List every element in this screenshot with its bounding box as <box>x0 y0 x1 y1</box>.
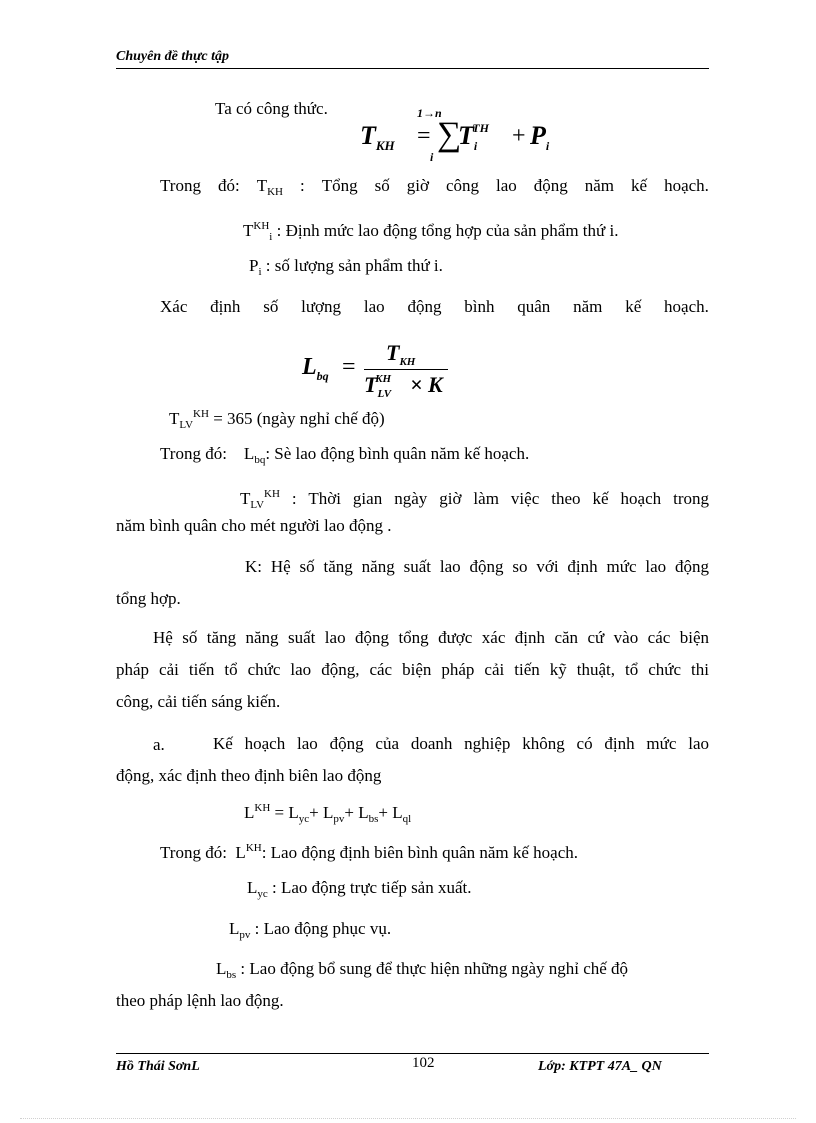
formula-average-labor: $L_{bq}$ = $T_{KH}$ $T_{LV}^{KH}$ × K <box>302 338 462 400</box>
page-bottom-border <box>20 1118 796 1119</box>
paragraph-line-1: Hệ số tăng năng suất lao động tổng được xác định căn cứ vào các biện <box>153 628 709 647</box>
definition-tkh-i: $T^{KH}_i$ : Định mức lao động tổng hợp của sản phẩm thứ i. <box>243 220 619 243</box>
definition-k: K: Hệ số tăng năng suất lao động so với định mức lao động <box>245 557 709 576</box>
page-number: 102 <box>412 1055 435 1071</box>
running-header: Chuyên đề thực tập <box>116 49 230 64</box>
definition-lbq: Trong đó: $L_{bq}$: Sè lao động bình quân năm kế hoạch. <box>160 444 530 466</box>
definition-lpv: $L_{pv}$ : Lao động phục vụ. <box>229 919 392 941</box>
definition-tkh: Trong đó: $T_{KH}$ : Tổng số giờ công lao động năm kế hoạch. <box>160 176 709 198</box>
item-a-line-2: động, xác định theo định biên lao động <box>116 766 382 785</box>
definition-k-cont: tổng hợp. <box>116 589 181 608</box>
definition-lkh: Trong đó: $L^{KH}$: Lao động định biên bình quân năm kế hoạch. <box>160 842 579 862</box>
definition-tlv-cont: năm bình quân cho mét người lao động . <box>116 516 392 535</box>
tlv-value: $T_{LV}^{KH} = 365$ (ngày nghỉ chế độ) <box>169 408 385 431</box>
definition-tlv: $T_{LV}^{KH}$ : Thời gian ngày giờ làm việc theo kế hoạch trong <box>240 488 709 511</box>
average-labor-heading: Xác định số lượng lao động bình quân năm kế hoạch. <box>160 297 709 316</box>
footer-author: Hồ Thái SơnL <box>116 1059 200 1074</box>
definition-lbs-cont: theo pháp lệnh lao động. <box>116 991 284 1010</box>
header-rule <box>116 68 709 69</box>
list-label-a: a. <box>153 735 165 754</box>
footer-class: Lớp: KTPT 47A_ QN <box>538 1059 662 1074</box>
paragraph-line-2: pháp cải tiến tổ chức lao động, các biện pháp cải tiến kỹ thuật, tổ chức thi <box>116 660 709 679</box>
formula-lkh: $L^{KH} = L_{yc}+ L_{pv}+ L_{bs}+ L_{ql}$ <box>244 802 412 825</box>
formula-total-hours: $T_{KH}$ = 1→n ∑ i $T_i^{TH}$ + $P_i$ <box>360 106 550 164</box>
definition-lbs: $L_{bs}$ : Lao động bổ sung để thực hiện những ngày nghỉ chế độ <box>216 959 629 981</box>
intro-text: Ta có công thức. <box>215 99 328 118</box>
definition-pi: $P_i$ : số lượng sản phẩm thứ i. <box>249 256 443 278</box>
item-a-line-1: Kế hoạch lao động của doanh nghiệp không có định mức lao <box>213 734 709 753</box>
footer-rule <box>116 1053 709 1054</box>
definition-lyc: $L_{yc}$ : Lao động trực tiếp sản xuất. <box>247 878 472 900</box>
paragraph-line-3: công, cải tiến sáng kiến. <box>116 692 281 711</box>
